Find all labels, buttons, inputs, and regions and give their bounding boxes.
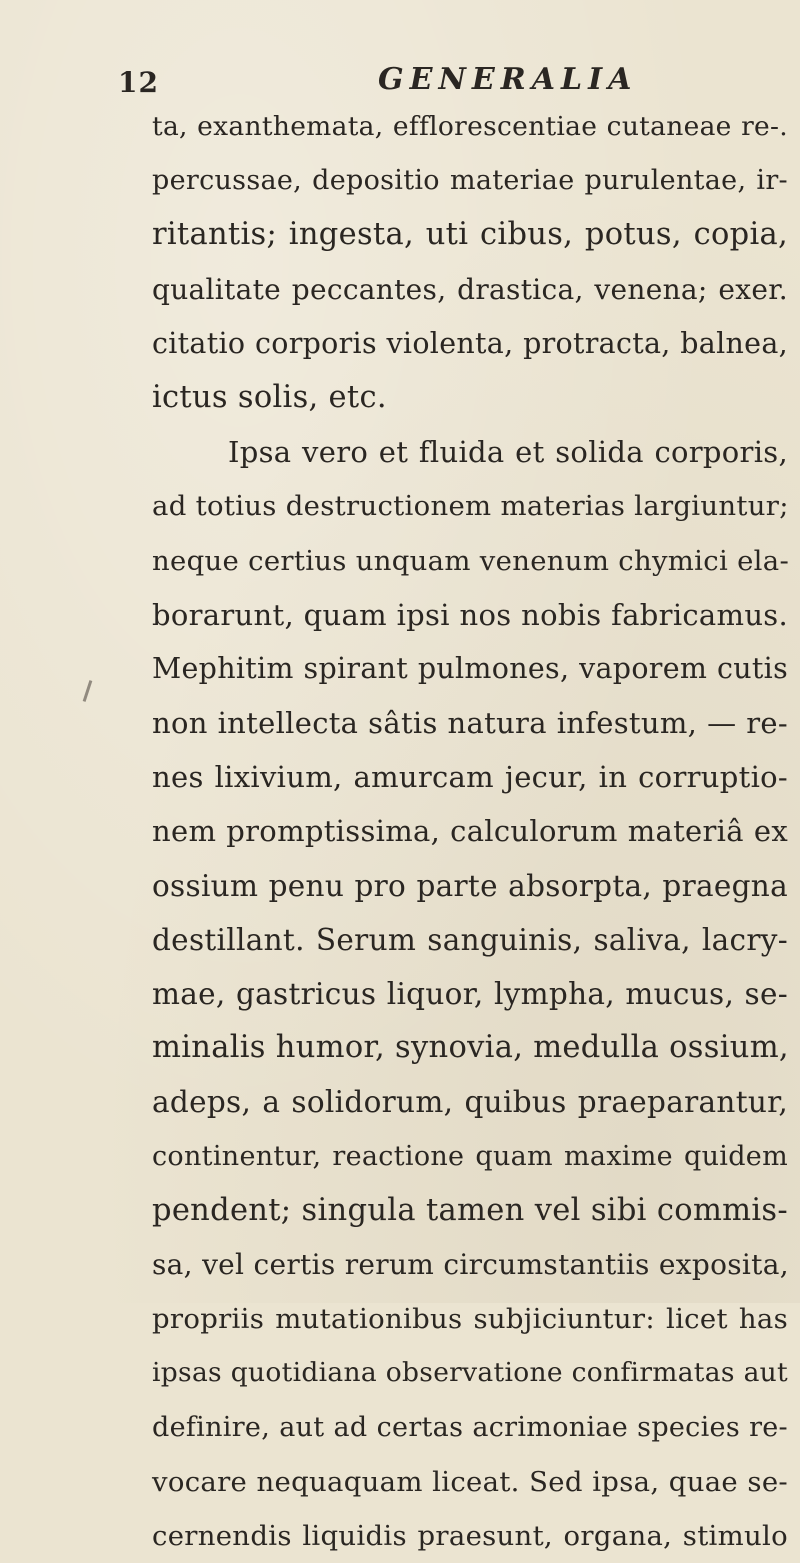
text-line: propriis mutationibus subjiciuntur: licet has <box>152 1303 788 1336</box>
text-line: vocare nequaquam liceat. Sed ipsa, quae se- <box>152 1465 788 1498</box>
text-line: minalis humor, synovia, medulla ossium, <box>152 1030 789 1066</box>
text-line: borarunt, quam ipsi nos nobis fabricamus. <box>152 597 788 632</box>
text-line: Mephitim spirant pulmones, vaporem cutis <box>152 651 788 685</box>
text-line: adeps, a solidorum, quibus praeparantur, <box>152 1085 788 1120</box>
text-line: continentur, reactione quam maxime quidem <box>152 1140 788 1172</box>
text-line: sa, vel certis rerum circumstantiis exposita, <box>152 1247 789 1281</box>
text-line: neque certius unquam venenum chymici ela- <box>152 544 790 577</box>
text-line: ipsas quotidiana observatione confirmatas aut <box>152 1357 788 1389</box>
text-line: definire, aut ad certas acrimoniae species re- <box>152 1411 788 1443</box>
text-line: non intellecta sâtis natura infestum, — re- <box>152 706 788 741</box>
text-line: ossium penu pro parte absorpta, praegna <box>152 868 788 903</box>
text-line: citatio corporis violenta, protracta, balnea, <box>152 326 788 360</box>
text-body <box>152 100 788 1563</box>
text-line: ritantis; ingesta, uti cibus, potus, copia, <box>152 217 788 253</box>
page-number: 12 <box>118 66 159 99</box>
text-line: ictus solis, etc. <box>152 379 387 415</box>
paragraph-start-line: Ipsa vero et fluida et solida corporis, <box>228 435 788 470</box>
margin-mark <box>83 680 93 702</box>
text-line: nes lixivium, amurcam jecur, in corruptio- <box>152 760 788 795</box>
text-line: mae, gastricus liquor, lympha, mucus, se- <box>152 977 788 1011</box>
text-line: pendent; singula tamen vel sibi commis- <box>152 1192 788 1228</box>
text-line: cernendis liquidis praesunt, organa, stimulo <box>152 1519 788 1552</box>
page-header <box>0 52 800 102</box>
text-line: destillant. Serum sanguinis, saliva, lacry- <box>152 922 788 957</box>
running-head: GENERALIA <box>378 62 638 97</box>
text-line: ad totius destructionem materias largiuntur; <box>152 490 789 523</box>
text-line: percussae, depositio materiae purulentae, ir- <box>152 165 788 197</box>
text-line: ta, exanthemata, efflorescentiae cutaneae re-. <box>152 111 788 142</box>
text-line: qualitate peccantes, drastica, venena; exer. <box>152 272 788 306</box>
text-line: nem promptissima, calculorum materiâ ex <box>152 814 788 849</box>
